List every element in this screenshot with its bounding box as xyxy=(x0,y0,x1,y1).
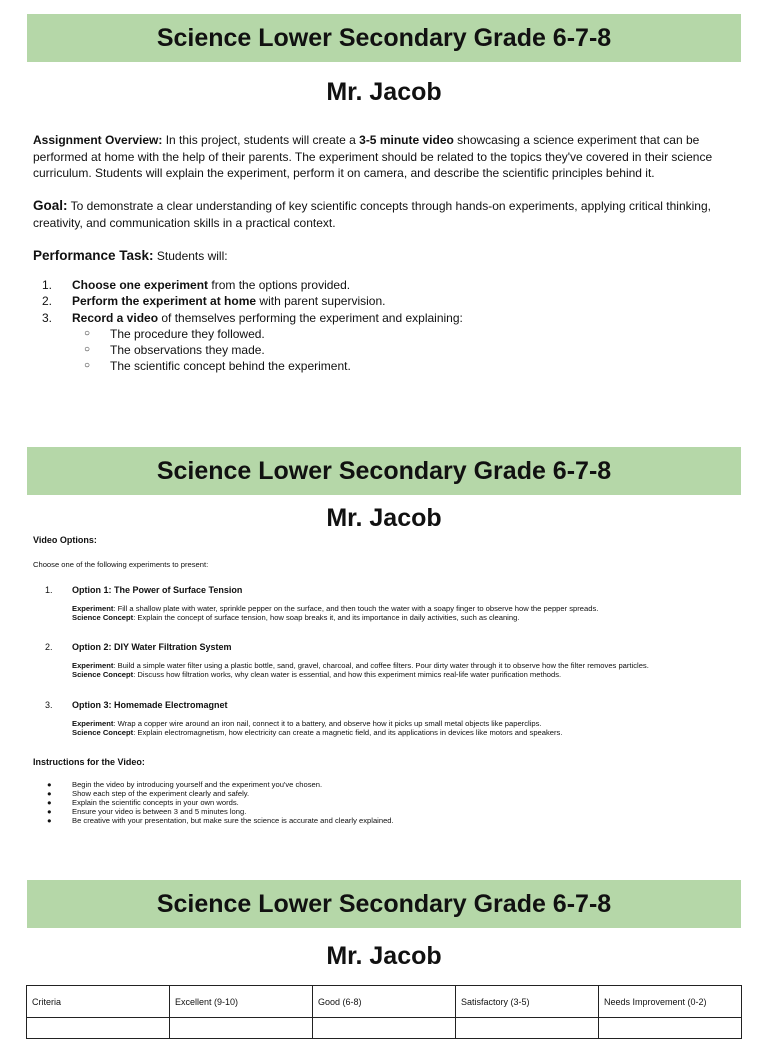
option-description: Experiment: Fill a shallow plate with water, sprinkle pepper on the surface, and then touch the water with a soapy finger to observe how the pepper spreads. Science Concept: Explain the concept of surface tension, how soap breaks it, and its importance in daily activities, such as cleaning. xyxy=(72,604,599,623)
list-item: ● Be creative with your presentation, but make sure the science is accurate and clearly explained. xyxy=(47,816,394,826)
list-item: ● Show each step of the experiment clearly and safely. xyxy=(47,789,250,799)
list-item: 1. Choose one experiment from the options provided. xyxy=(42,278,351,292)
option-description: Experiment: Build a simple water filter using a plastic bottle, sand, gravel, charcoal, and coffee filters. Pour dirty water through it to observe how the filter removes particles. Science Concept: Discuss how filtration works, why clean water is essential, and how this experiment mimics real-life water purification methods. xyxy=(72,661,649,680)
list-item: 2. Perform the experiment at home with parent supervision. xyxy=(42,294,386,309)
teacher-name: Mr. Jacob xyxy=(326,78,442,106)
section-banner-3 xyxy=(27,880,741,928)
video-options-intro: Choose one of the following experiments to present: xyxy=(33,560,209,569)
section-banner-2 xyxy=(27,447,741,495)
video-options-label: Video Options: xyxy=(33,535,97,545)
goal-label: Goal: xyxy=(33,198,68,213)
sub-list-item: ○ The procedure they followed. xyxy=(84,326,265,341)
sub-list-container xyxy=(33,326,463,375)
assignment-overview: Assignment Overview: In this project, students will create a 3-5 minute video showcasing a science experiment that can be performed at home with the help of their parents. The experiment should be related to the topics they've covered in their science curriculum. Students will explain the experiment, perform it on camera, and describe the scientific principles behind it. xyxy=(33,133,713,180)
option-title: Option 2: DIY Water Filtration System xyxy=(72,642,232,652)
option-title: Option 3: Homemade Electromagnet xyxy=(72,700,228,710)
section-title: Science Lower Secondary Grade 6-7-8 xyxy=(156,23,612,52)
performance-task-heading: Performance Task: Students will: xyxy=(33,248,228,263)
instructions-label: Instructions for the Video: xyxy=(33,757,145,767)
sub-list-item: ○ The observations they made. xyxy=(84,343,265,358)
section-title: Science Lower Secondary Grade 6-7-8 xyxy=(156,456,612,485)
table-header-cell: Criteria xyxy=(27,986,170,1018)
table-header-cell: Needs Improvement (0-2) xyxy=(599,986,742,1018)
option-title: Option 1: The Power of Surface Tension xyxy=(72,585,243,595)
goal-paragraph: Goal: To demonstrate a clear understanding of key scientific concepts through hands-on experiments, applying critical thinking, creativity, and communication skills in a practical context. xyxy=(33,198,711,230)
teacher-name: Mr. Jacob xyxy=(326,942,442,970)
list-item: 3. Record a video of themselves performing the experiment and explaining: xyxy=(42,310,463,325)
table-header-row xyxy=(27,986,742,1018)
list-item: ● Begin the video by introducing yourself and the experiment you've chosen. xyxy=(47,780,323,789)
sub-list xyxy=(33,326,463,375)
sub-list-item: ○ The scientific concept behind the experiment. xyxy=(84,359,351,374)
table-row xyxy=(27,1018,742,1039)
overview-label: Assignment Overview: xyxy=(33,133,163,147)
option-2: 2. Option 2: DIY Water Filtration System Experiment: Build a simple water filter using a plastic bottle, sand, gravel, charcoal, and coffee filters. Pour dirty water through it to observe how the filter removes particles. Science Concept: Discuss how filtration works, why clean water is essential, and how this experiment mimics real-life water purification methods. xyxy=(33,641,733,680)
list-item: ● Ensure your video is between 3 and 5 minutes long. xyxy=(47,807,247,817)
rubric-table xyxy=(26,985,742,1039)
performance-task-list xyxy=(33,277,463,375)
option-3: 3. Option 3: Homemade Electromagnet Experiment: Wrap a copper wire around an iron nail, connect it to a battery, and observe how it picks up small metal objects like paperclips. Science Concept: Explain electromagnetism, how electricity can create a magnetic field, and its applications in devices like motors and speakers. xyxy=(33,699,733,738)
option-1: 1. Option 1: The Power of Surface Tension Experiment: Fill a shallow plate with water, sprinkle pepper on the surface, and then touch the water with a soapy finger to observe how the pepper spreads. Science Concept: Explain the concept of surface tension, how soap breaks it, and its importance in daily activities, such as cleaning. xyxy=(33,584,733,623)
table-header-cell: Satisfactory (3-5) xyxy=(456,986,599,1018)
table-header-cell: Good (6-8) xyxy=(313,986,456,1018)
teacher-name: Mr. Jacob xyxy=(326,504,442,532)
section-banner-1 xyxy=(27,14,741,62)
table-header-cell: Excellent (9-10) xyxy=(170,986,313,1018)
instructions-list xyxy=(33,780,394,825)
section-title: Science Lower Secondary Grade 6-7-8 xyxy=(156,889,612,918)
option-description: Experiment: Wrap a copper wire around an iron nail, connect it to a battery, and observe how it picks up small metal objects like paperclips. Science Concept: Explain electromagnetism, how electricity can create a magnetic field, and its applications in devices like motors and speakers. xyxy=(72,719,563,738)
list-item: ● Explain the scientific concepts in your own words. xyxy=(47,798,239,808)
